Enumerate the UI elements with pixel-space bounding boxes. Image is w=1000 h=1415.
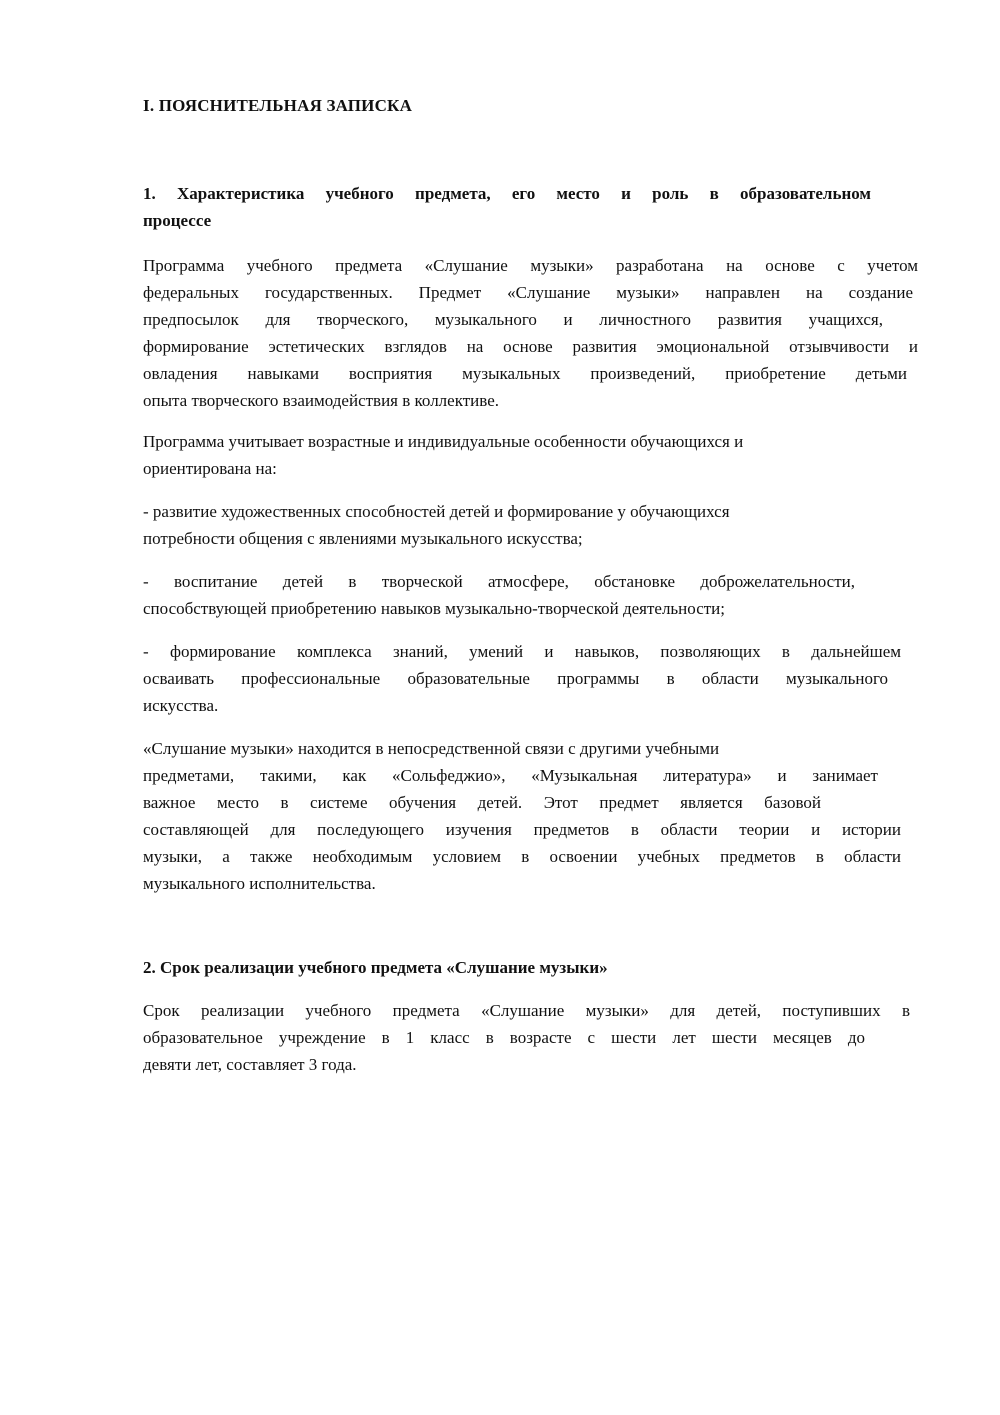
paragraph-program-considers (143, 428, 918, 482)
paragraph-line: ориентирована на: (143, 459, 277, 478)
paragraph-line: составляющей для последующего изучения предметов в области теории и истории (143, 820, 901, 839)
paragraph-subject-relations (143, 735, 918, 897)
paragraph-line: - воспитание детей в творческой атмосфере, обстановке доброжелательности, (143, 572, 855, 591)
document-title: I. ПОЯСНИТЕЛЬНАЯ ЗАПИСКА (143, 96, 413, 115)
paragraph-line: Срок реализации учебного предмета «Слушание музыки» для детей, поступивших в (143, 1001, 910, 1020)
paragraph-line: важное место в системе обучения детей. Этот предмет является базовой (143, 793, 821, 812)
paragraph-line: осваивать профессиональные образовательные программы в области музыкального (143, 669, 888, 688)
paragraph-program-description (143, 252, 918, 414)
list-item-upbringing (143, 568, 918, 622)
paragraph-line: потребности общения с явлениями музыкального искусства; (143, 529, 583, 548)
paragraph-line: Программа учитывает возрастные и индивидуальные особенности обучающихся и (143, 432, 744, 451)
paragraph-line: «Слушание музыки» находится в непосредственной связи с другими учебными (143, 739, 720, 758)
paragraph-line: предметами, такими, как «Сольфеджио», «Музыкальная литература» и занимает (143, 766, 878, 785)
section-1-heading (143, 180, 871, 234)
paragraph-line: Программа учебного предмета «Слушание музыки» разработана на основе с учетом (143, 256, 918, 275)
paragraph-line: формирование эстетических взглядов на основе развития эмоциональной отзывчивости и (143, 337, 918, 356)
paragraph-line: музыкального исполнительства. (143, 874, 376, 893)
paragraph-line: федеральных государственных. Предмет «Слушание музыки» направлен на создание (143, 283, 913, 302)
paragraph-line: музыки, а также необходимым условием в освоении учебных предметов в области (143, 847, 901, 866)
paragraph-line: опыта творческого взаимодействия в коллективе. (143, 391, 499, 410)
paragraph-implementation-period (143, 997, 918, 1078)
list-item-competence (143, 638, 918, 719)
paragraph-line: - развитие художественных способностей детей и формирование у обучающихся (143, 502, 730, 521)
paragraph-line: овладения навыками восприятия музыкальных произведений, приобретение детьми (143, 364, 907, 383)
section-1-heading-line: процессе (143, 211, 212, 230)
paragraph-line: способствующей приобретению навыков музыкально-творческой деятельности; (143, 599, 725, 618)
paragraph-line: - формирование комплекса знаний, умений и навыков, позволяющих в дальнейшем (143, 642, 901, 661)
paragraph-line: предпосылок для творческого, музыкального и личностного развития учащихся, (143, 310, 883, 329)
paragraph-line: девяти лет, составляет 3 года. (143, 1055, 357, 1074)
paragraph-line: искусства. (143, 696, 219, 715)
section-2-heading: 2. Срок реализации учебного предмета «Слушание музыки» (143, 958, 608, 977)
list-item-development (143, 498, 918, 552)
paragraph-line: образовательное учреждение в 1 класс в возрасте с шести лет шести месяцев до (143, 1028, 865, 1047)
section-1-heading-line: 1. Характеристика учебного предмета, его место и роль в образовательном (143, 184, 871, 203)
